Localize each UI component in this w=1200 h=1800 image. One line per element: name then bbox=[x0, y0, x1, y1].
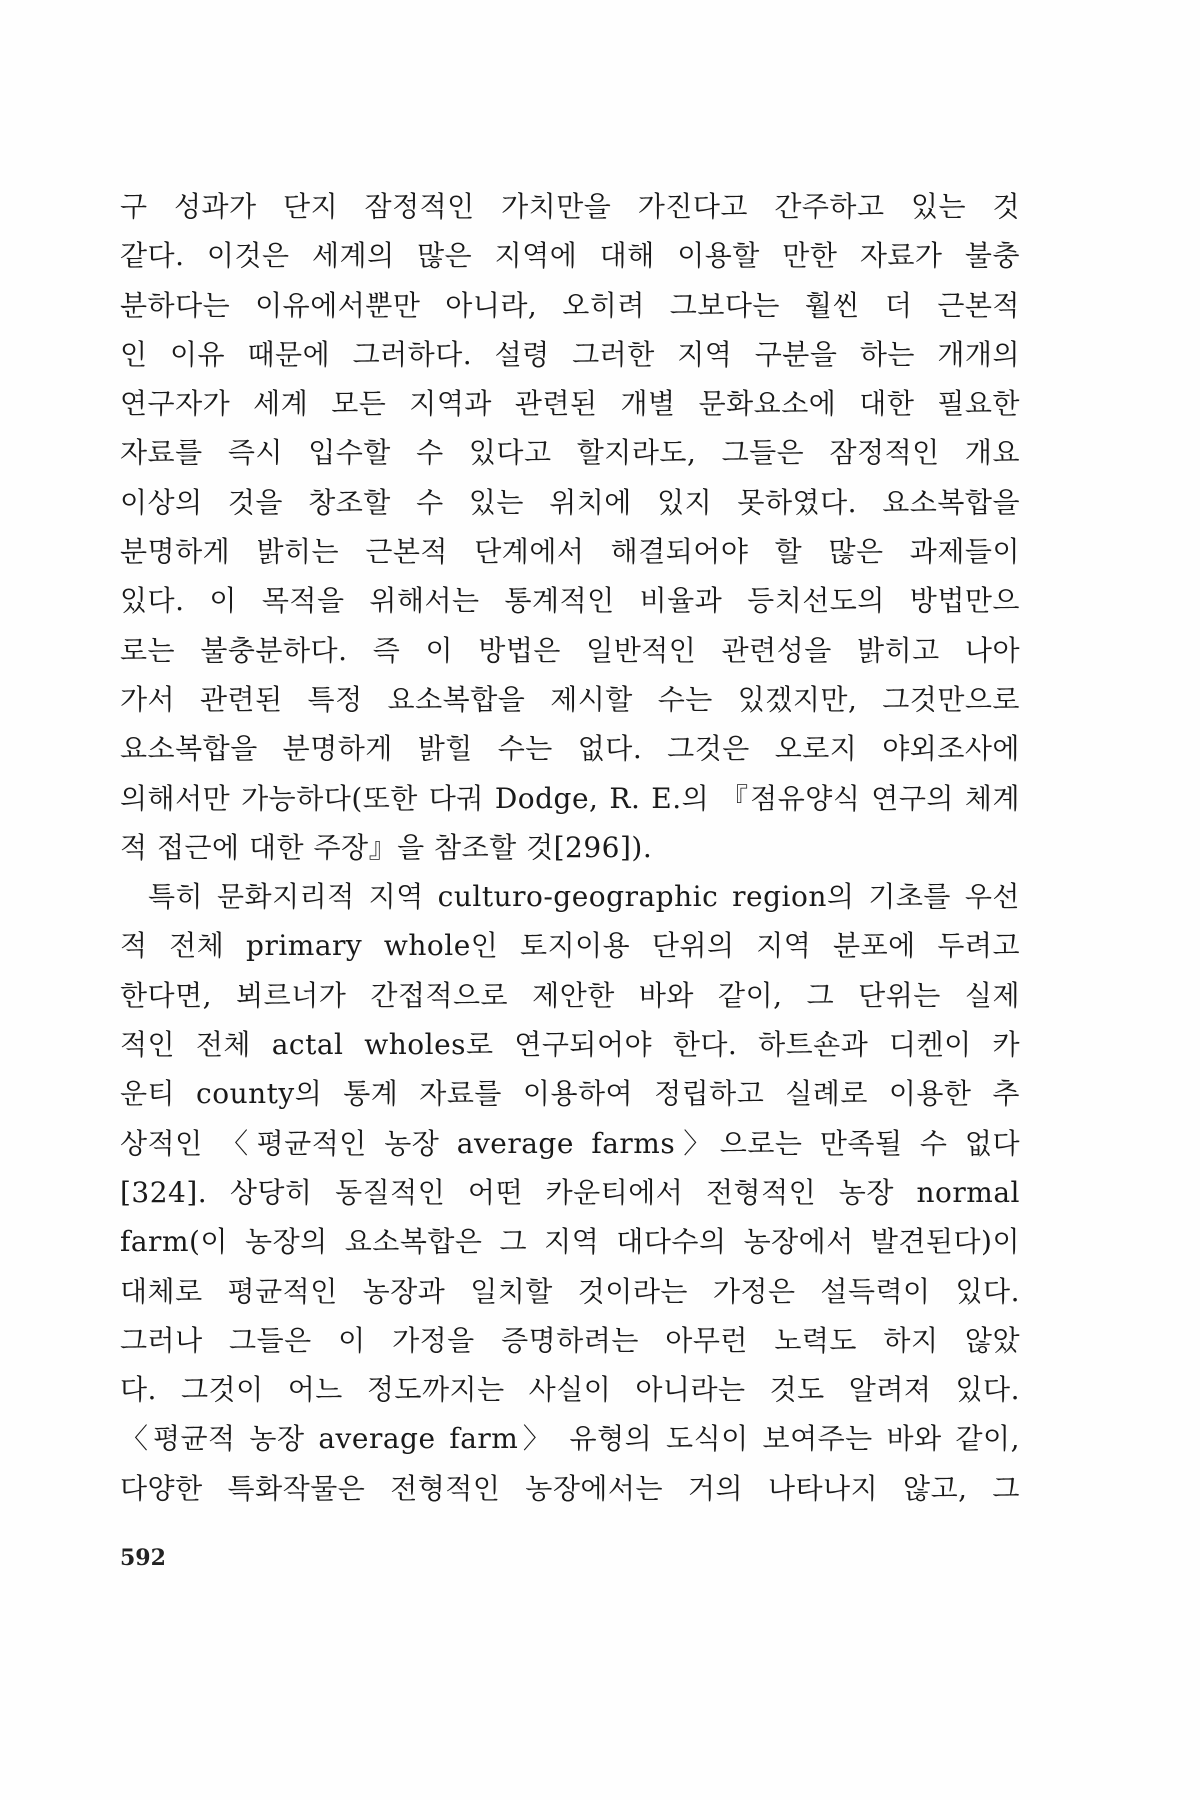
text-line: 적 접근에 대한 주장』을 참조할 것[296]). bbox=[120, 830, 653, 864]
text-line: 이상의 것을 창조할 수 있는 위치에 있지 못하였다. 요소복합을 bbox=[120, 485, 1020, 519]
text-line: 운티 county의 통계 자료를 이용하여 정립하고 실례로 이용한 추 bbox=[120, 1077, 1020, 1111]
text-line: 특히 문화지리적 지역 culturo-geographic region의 기초를 우선 bbox=[148, 880, 1020, 914]
text-line: 의해서만 가능하다(또한 다궈 Dodge, R. E.의 『점유양식 연구의 체계 bbox=[120, 781, 1020, 815]
paragraph-1 bbox=[120, 182, 1020, 872]
text-line: 자료를 즉시 입수할 수 있다고 할지라도, 그들은 잠정적인 개요 bbox=[120, 436, 1020, 470]
text-line: 있다. 이 목적을 위해서는 통계적인 비율과 등치선도의 방법만으 bbox=[120, 584, 1020, 618]
text-line: 상적인 〈평균적인 농장 average farms〉으로는 만족될 수 없다 bbox=[120, 1126, 1020, 1160]
text-line: 연구자가 세계 모든 지역과 관련된 개별 문화요소에 대한 필요한 bbox=[120, 387, 1020, 421]
text-line: farm(이 농장의 요소복합은 그 지역 대다수의 농장에서 발견된다)이 bbox=[120, 1225, 1020, 1259]
text-line: 로는 불충분하다. 즉 이 방법은 일반적인 관련성을 밝히고 나아 bbox=[120, 633, 1020, 667]
page-number: 592 bbox=[120, 1545, 166, 1571]
text-line: 대체로 평균적인 농장과 일치할 것이라는 가정은 설득력이 있다. bbox=[120, 1274, 1020, 1308]
text-line: 적인 전체 actal wholes로 연구되어야 한다. 하트숀과 디켄이 카 bbox=[120, 1028, 1020, 1062]
text-line: [324]. 상당히 동질적인 어떤 카운티에서 전형적인 농장 normal bbox=[120, 1175, 1020, 1209]
text-line: 분명하게 밝히는 근본적 단계에서 해결되어야 할 많은 과제들이 bbox=[120, 535, 1020, 569]
text-line: 다. 그것이 어느 정도까지는 사실이 아니라는 것도 알려져 있다. bbox=[120, 1373, 1020, 1407]
text-line: 적 전체 primary whole인 토지이용 단위의 지역 분포에 두려고 bbox=[120, 929, 1020, 963]
paragraph-2 bbox=[120, 872, 1020, 1513]
text-line: 분하다는 이유에서뿐만 아니라, 오히려 그보다는 훨씬 더 근본적 bbox=[120, 288, 1020, 322]
text-line: 구 성과가 단지 잠정적인 가치만을 가진다고 간주하고 있는 것 bbox=[120, 190, 1020, 223]
text-line: 다양한 특화작물은 전형적인 농장에서는 거의 나타나지 않고, 그 bbox=[120, 1471, 1020, 1505]
text-line: 한다면, 뵈르너가 간접적으로 제안한 바와 같이, 그 단위는 실제 bbox=[120, 978, 1020, 1012]
body-text bbox=[120, 182, 1020, 1513]
text-line: 요소복합을 분명하게 밝힐 수는 없다. 그것은 오로지 야외조사에 bbox=[120, 732, 1020, 766]
text-line: 그러나 그들은 이 가정을 증명하려는 아무런 노력도 하지 않았 bbox=[120, 1323, 1020, 1357]
text-line: 같다. 이것은 세계의 많은 지역에 대해 이용할 만한 자료가 불충 bbox=[120, 239, 1020, 273]
text-line: 〈평균적 농장 average farm〉 유형의 도식이 보여주는 바와 같이, bbox=[120, 1422, 1020, 1456]
text-line: 인 이유 때문에 그러하다. 설령 그러한 지역 구분을 하는 개개의 bbox=[120, 337, 1020, 371]
text-line: 가서 관련된 특정 요소복합을 제시할 수는 있겠지만, 그것만으로 bbox=[120, 682, 1020, 716]
